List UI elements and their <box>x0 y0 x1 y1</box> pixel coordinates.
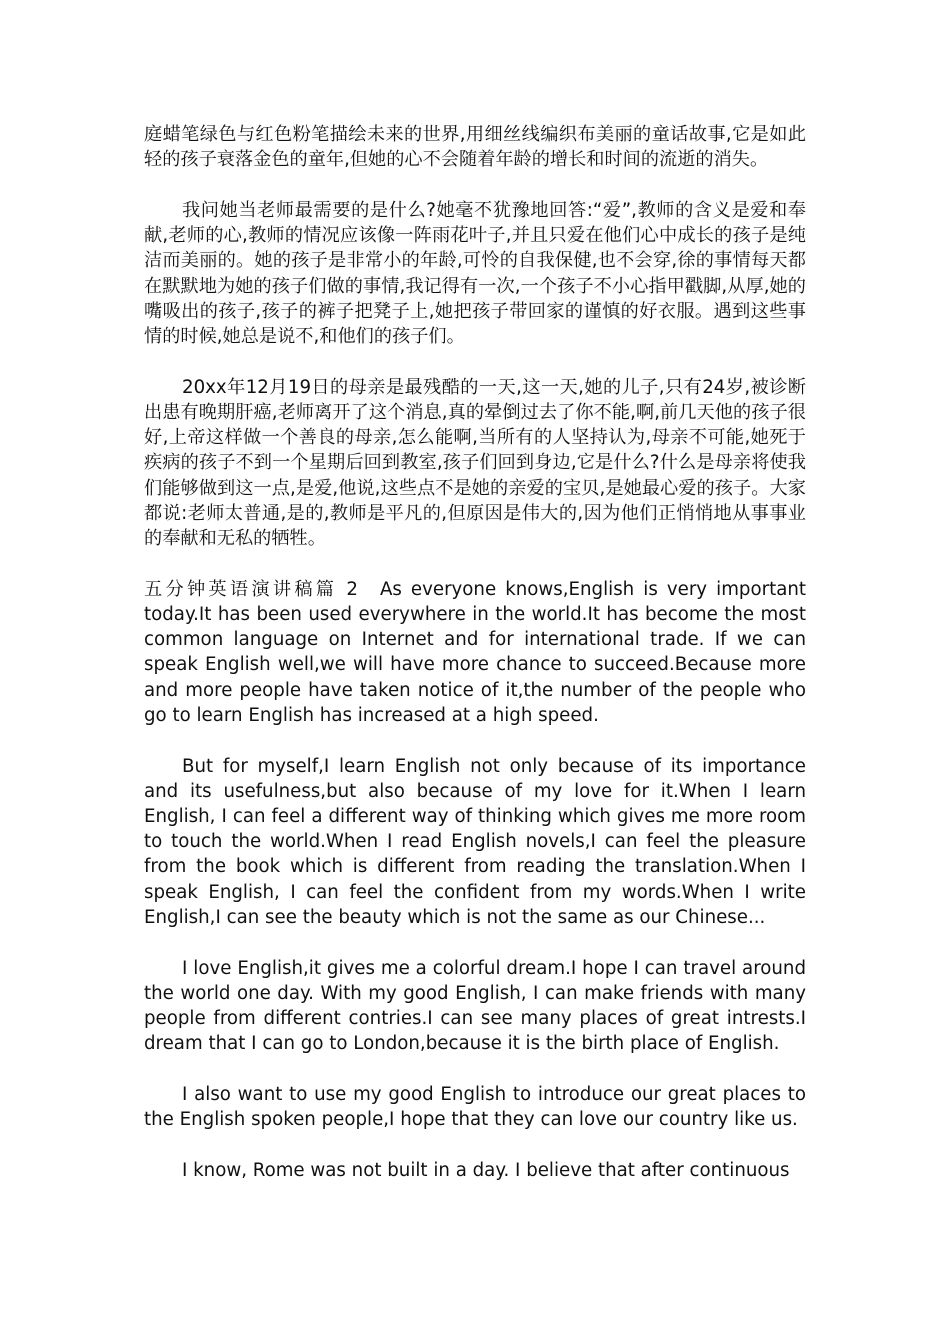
paragraph-cn-1: 庭蜡笔绿色与红色粉笔描绘未来的世界,用细丝线编织布美丽的童话故事,它是如此轻的孩子衰落金色的童年,但她的心不会随着年龄的增长和时间的流逝的消失。 <box>144 124 806 171</box>
paragraph-en-5: I know, Rome was not built in a day. I believe that after continuous <box>182 1160 790 1182</box>
paragraph-en-3: I love English,it gives me a colorful dream.I hope I can travel around the world one day. With my good English, I can make friends with many people from different contries.I can see many places of great intrests.I dream that I can go to London,because it is the birth place of English. <box>144 957 806 1055</box>
paragraph-en-1-text: As everyone knows,English is very important today.It has been used everywhere in the world.It has become the most common language on Internet and for international trade. If we can speak English well,we will have more chance to succeed.Because more and more people have taken notice of it,the number of the people who go to learn English has increased at a high speed. <box>144 578 806 726</box>
paragraph-cn-3: 20xx年12月19日的母亲是最残酷的一天,这一天,她的儿子,只有24岁,被诊断出患有晚期肝癌,老师离开了这个消息,真的晕倒过去了你不能,啊,前几天他的孩子很好,上帝这样做一个善良的母亲,怎么能啊,当所有的人坚持认为,母亲不可能,她死于疾病的孩子不到一个星期后回到教室,孩子们回到身边,它是什么?什么是母亲将使我们能够做到这一点,是爱,他说,这些点不是她的亲爱的宝贝,是她最心爱的孩子。大家都说:老师太普通,是的,教师是平凡的,但原因是伟大的,因为他们正悄悄地从事事业的奉献和无私的牺牲。 <box>144 376 806 550</box>
paragraph-cn-2: 我问她当老师最需要的是什么?她毫不犹豫地回答:“爱”,教师的含义是爱和奉献,老师的心,教师的情况应该像一阵雨花叶子,并且只爱在他们心中成长的孩子是纯洁而美丽的。她的孩子是非常小的年龄,可怜的自我保健,也不会穿,徐的事情每天都在默默地为她的孩子们做的事情,我记得有一次,一个孩子不小心指甲戳脚,从厚,她的嘴吸出的孩子,孩子的裤子把凳子上,她把孩子带回家的谨慎的好衣服。遇到这些事情的时候,她总是说不,和他们的孩子们。 <box>144 200 806 348</box>
document-page <box>144 122 806 1209</box>
paragraph-en-2: But for myself,I learn English not only because of its importance and its usefulness,but also because of my love for it.When I learn English, I can feel a different way of thinking which gives me more room to touch the world.When I read English novels,I can feel the pleasure from the book which is different from reading the translation.When I speak English, I can feel the confident from my words.When I write English,I can see the beauty which is not the same as our Chinese... <box>144 755 806 928</box>
paragraph-en-4: I also want to use my good English to introduce our great places to the English spoken people,I hope that they can love our country like us. <box>144 1084 806 1131</box>
paragraph-en-1 <box>144 577 806 728</box>
section-heading: 五分钟英语演讲稿篇 2 <box>144 578 358 600</box>
